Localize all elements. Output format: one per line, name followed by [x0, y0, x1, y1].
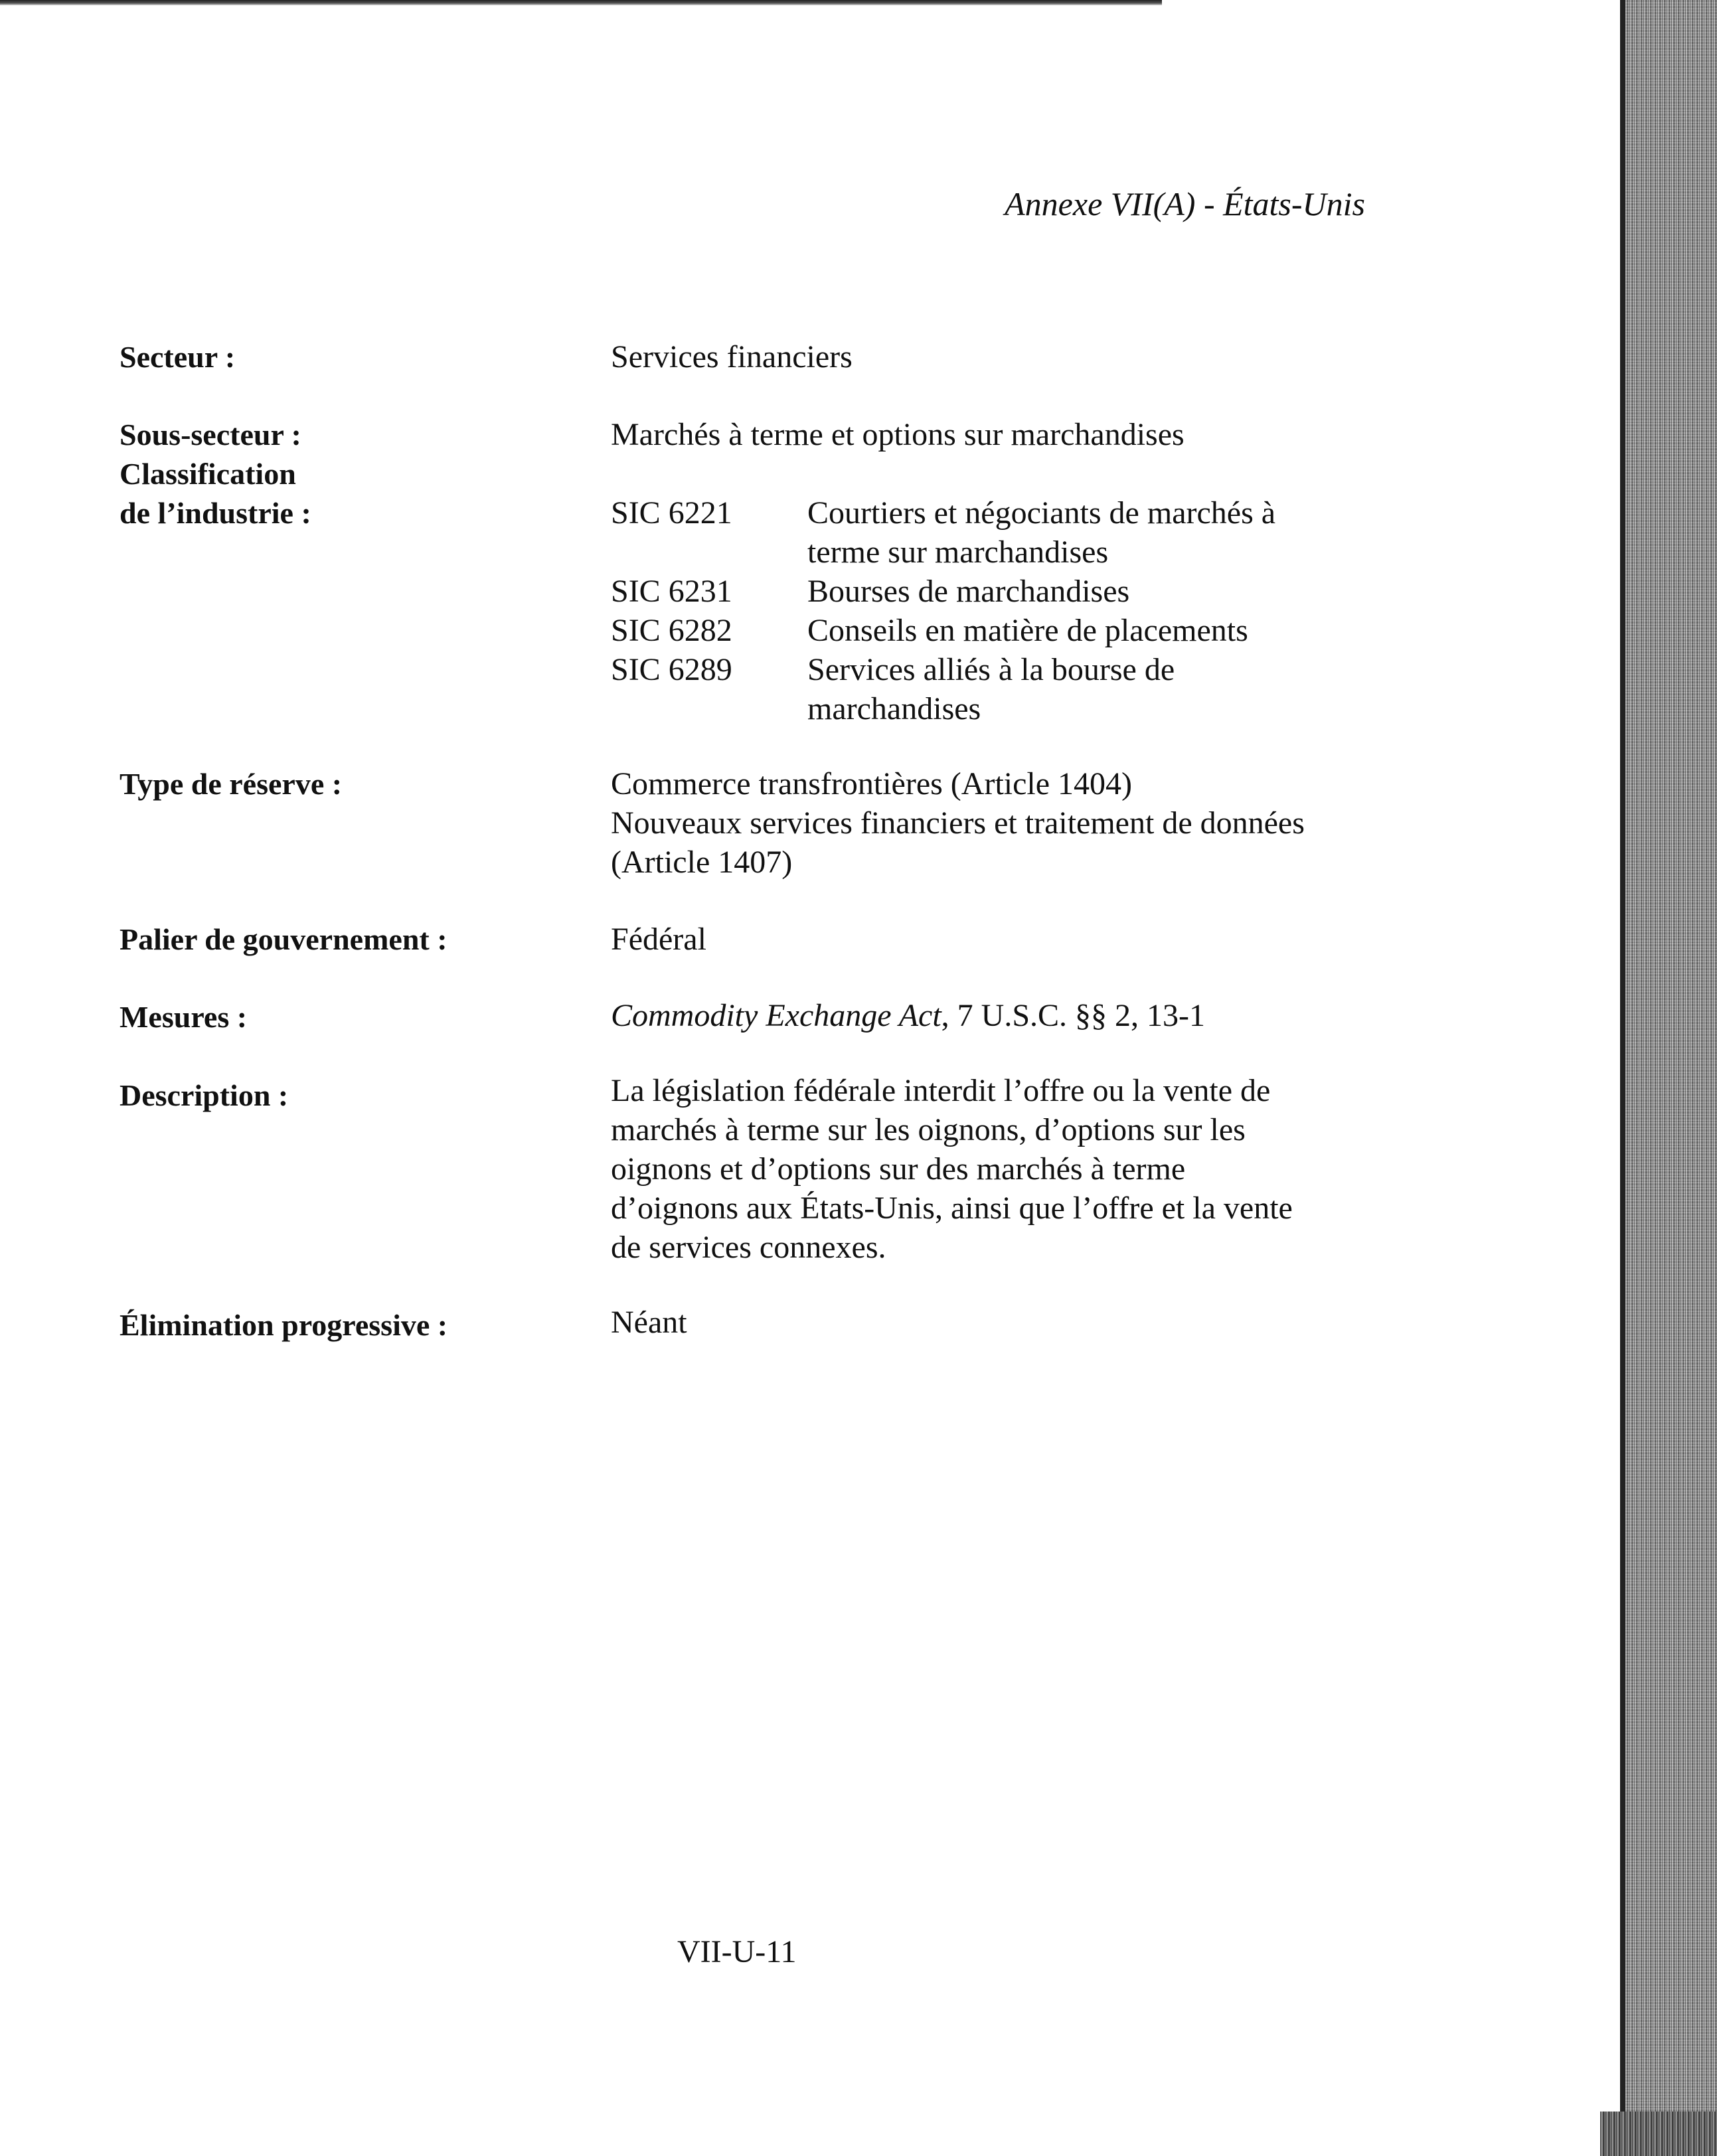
sic-code: SIC 6221 [611, 495, 732, 531]
value-elimination: Néant [611, 1305, 687, 1340]
sic-desc-line2: marchandises [807, 691, 981, 726]
description-line: La législation fédérale interdit l’offre ou la vente de [611, 1073, 1271, 1108]
sic-table [611, 493, 1275, 728]
type-reserve-line1: Commerce transfrontières (Article 1404) [611, 766, 1133, 801]
value-mesures [611, 996, 1205, 1035]
sic-code: SIC 6282 [611, 613, 732, 648]
type-reserve-line2: Nouveaux services financiers et traitement de données [611, 805, 1305, 841]
sic-desc-line1: Bourses de marchandises [807, 574, 1130, 609]
label-sous-secteur: Sous-secteur : [120, 418, 301, 452]
label-classification [120, 454, 311, 533]
label-description: Description : [120, 1078, 289, 1112]
sic-desc [807, 493, 1275, 572]
sic-row [611, 650, 1275, 728]
label-palier: Palier de gouvernement : [120, 922, 448, 956]
scan-edge-line [1620, 0, 1625, 2156]
mesures-act-title: Commodity Exchange Act [611, 998, 941, 1033]
sic-desc-line1: Conseils en matière de placements [807, 613, 1248, 648]
value-description [611, 1071, 1293, 1267]
description-line: de services connexes. [611, 1230, 886, 1265]
sic-row [611, 493, 1275, 572]
label-elimination: Élimination progressive : [120, 1308, 448, 1342]
label-type-reserve: Type de réserve : [120, 767, 343, 801]
sic-desc-line1: Courtiers et négociants de marchés à [807, 495, 1276, 531]
value-sous-secteur: Marchés à terme et options sur marchandises [611, 417, 1185, 452]
type-reserve-line3: (Article 1407) [611, 845, 793, 880]
scan-edge-shadow [1620, 0, 1717, 2156]
sic-row [611, 611, 1275, 650]
sic-row [611, 572, 1275, 611]
value-type-reserve [611, 764, 1305, 882]
label-classification-line2: de l’industrie : [120, 496, 311, 530]
scan-edge-corner [1600, 2112, 1717, 2156]
sic-code: SIC 6289 [611, 652, 732, 687]
sic-desc [807, 650, 1175, 728]
description-line: oignons et d’options sur des marchés à terme [611, 1151, 1186, 1187]
description-line: d’oignons aux États-Unis, ainsi que l’offre et la vente [611, 1191, 1293, 1226]
description-line: marchés à terme sur les oignons, d’options sur les [611, 1112, 1246, 1147]
value-secteur: Services financiers [611, 339, 853, 374]
label-classification-line1: Classification [120, 457, 296, 491]
label-secteur: Secteur : [120, 340, 236, 374]
scan-top-rule [0, 0, 1162, 5]
sic-desc-line2: terme sur marchandises [807, 535, 1109, 570]
sic-desc-line1: Services alliés à la bourse de [807, 652, 1175, 687]
page-number: VII-U-11 [677, 1934, 797, 1969]
value-palier: Fédéral [611, 922, 706, 957]
label-mesures: Mesures : [120, 1000, 248, 1034]
annex-header: Annexe VII(A) - États-Unis [1005, 185, 1365, 222]
sic-code: SIC 6231 [611, 574, 732, 609]
mesures-act-reference: , 7 U.S.C. §§ 2, 13-1 [941, 998, 1206, 1033]
